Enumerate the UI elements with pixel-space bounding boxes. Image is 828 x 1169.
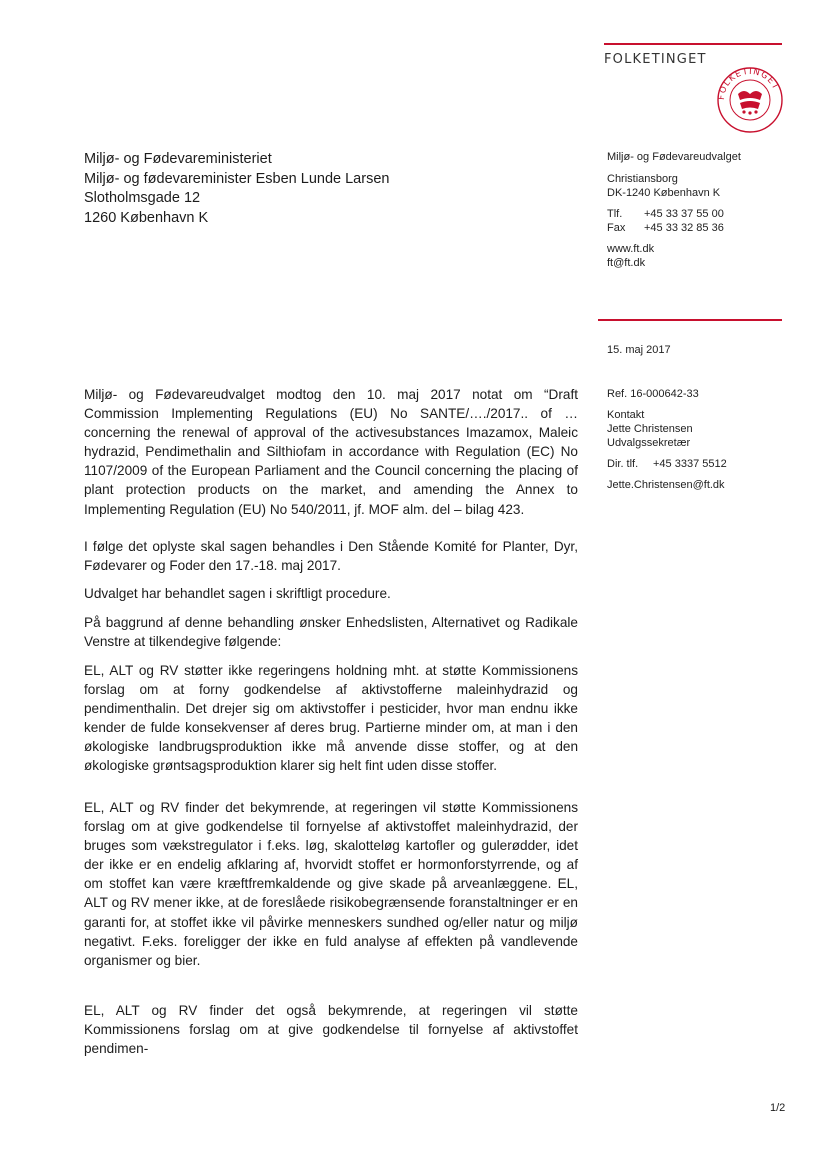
paragraph	[84, 613, 578, 651]
folketinget-seal-icon	[716, 66, 784, 134]
paragraph	[84, 537, 578, 575]
paragraph	[84, 385, 578, 519]
sender-phone-row	[607, 207, 741, 221]
paragraph-text: Udvalget har behandlet sagen i skriftligt procedure.	[84, 586, 391, 601]
paragraph-text: EL, ALT og RV finder det bekymrende, at regeringen vil støtte Kommissionens forslag om at give godkendelse til fornyelse af aktivstoffet maleinhydrazid, der bruges som vækstregulator i f.eks. løg, skalotteløg kartofler og gulerødder, idet der ikke er en endelig afklaring af, hvorvidt stoffet er hormonforstyrrende, og af om stoffet kan være kræftfremkaldende og give skade på arveanlæggene. EL, ALT og RV mener ikke, at de foreslåede risikobegrænsende foranstaltninger er en garanti for, at stoffet ikke vil påvirke menneskers sundhed og/eller natur og miljø negativt. F.eks. foreligger der ikke en fuld analyse af effekten på vandlevende organismer og bier.	[84, 800, 578, 968]
phone-label: Tlf.	[607, 208, 623, 220]
paragraph	[84, 661, 578, 776]
contact-name: Jette Christensen	[607, 423, 693, 435]
recipient-address	[84, 150, 389, 228]
side-red-rule	[598, 319, 782, 321]
sender-email: ft@ft.dk	[607, 257, 646, 269]
sender-fax-row	[607, 221, 741, 235]
contact-email: Jette.Christensen@ft.dk	[607, 479, 725, 491]
sender-committee: Miljø- og Fødevareudvalget	[607, 151, 741, 163]
paragraph-text: EL, ALT og RV støtter ikke regeringens holdning mht. at støtte Kommissionens forslag om at forny godkendelse af aktivstofferne maleinhydrazid og pendimenthalin. Det drejer sig om aktivstoffer i pesticider, hvor man endnu ikke kender de fulde konsekvenser af deres brug. Partierne minder om, at man i den økologiske landbrugsproduktion ikke må anvende disse stoffer, og at den økologiske grøntsagsproduktion klarer sig helt fint uden disse stoffer.	[84, 663, 578, 774]
paragraph	[84, 584, 578, 603]
fax-label: Fax	[607, 222, 626, 234]
recipient-line: Miljø- og Fødevareministeriet	[84, 151, 272, 167]
contact-label: Kontakt	[607, 409, 645, 421]
reference-number: Ref. 16-000642-33	[607, 388, 699, 400]
letter-date: 15. maj 2017	[607, 344, 671, 356]
sender-address-line: DK-1240 København K	[607, 187, 721, 199]
sender-website: www.ft.dk	[607, 243, 655, 255]
direct-phone-value: +45 3337 5512	[653, 458, 727, 470]
contact-title: Udvalgssekretær	[607, 437, 691, 449]
sender-block	[607, 150, 741, 270]
paragraph-text: Miljø- og Fødevareudvalget modtog den 10. maj 2017 notat om “Draft Commission Implementing Regulations (EU) No SANTE/…./2017.. of … concerning the renewal of approval of the activesubstances Imazamox, Maleic hydrazid, Pendimethalin and Silthiofam in accordance with Regulation (EC) No 1107/2009 of the European Parliament and the Council concerning the placing of plant protection products on the market, and amending the Annex to Implementing Regulation (EU) No 540/2011, jf. MOF alm. del – bilag 423.	[84, 387, 578, 517]
brand-wordmark: FOLKETINGET	[604, 52, 707, 67]
direct-phone-label: Dir. tlf.	[607, 458, 639, 470]
sender-address-line: Christiansborg	[607, 173, 678, 185]
reference-block	[607, 387, 727, 492]
top-red-rule	[604, 43, 782, 45]
fax-value: +45 33 32 85 36	[644, 222, 724, 234]
paragraph-text: I følge det oplyste skal sagen behandles i Den Stående Komité for Planter, Dyr, Fødevarer og Foder den 17.-18. maj 2017.	[84, 539, 578, 574]
paragraph	[84, 798, 578, 970]
recipient-line: 1260 København K	[84, 209, 209, 226]
seal-lettering: FOLKETINGET	[716, 66, 781, 101]
recipient-line: Miljø- og fødevareminister Esben Lunde Larsen	[84, 170, 390, 187]
recipient-line: Slotholmsgade 12	[84, 190, 201, 206]
paragraph	[84, 1001, 578, 1058]
phone-value: +45 33 37 55 00	[644, 208, 724, 220]
direct-phone-row	[607, 457, 727, 471]
paragraph-text: EL, ALT og RV finder det også bekymrende, at regeringen vil støtte Kommissionens forslag om at give godkendelse til fornyelse af aktivstoffet pendimen-	[84, 1003, 578, 1057]
page-number: 1/2	[770, 1102, 786, 1114]
paragraph-text: På baggrund af denne behandling ønsker Enhedslisten, Alternativet og Radikale Venstre at tilkendegive følgende:	[84, 615, 578, 650]
